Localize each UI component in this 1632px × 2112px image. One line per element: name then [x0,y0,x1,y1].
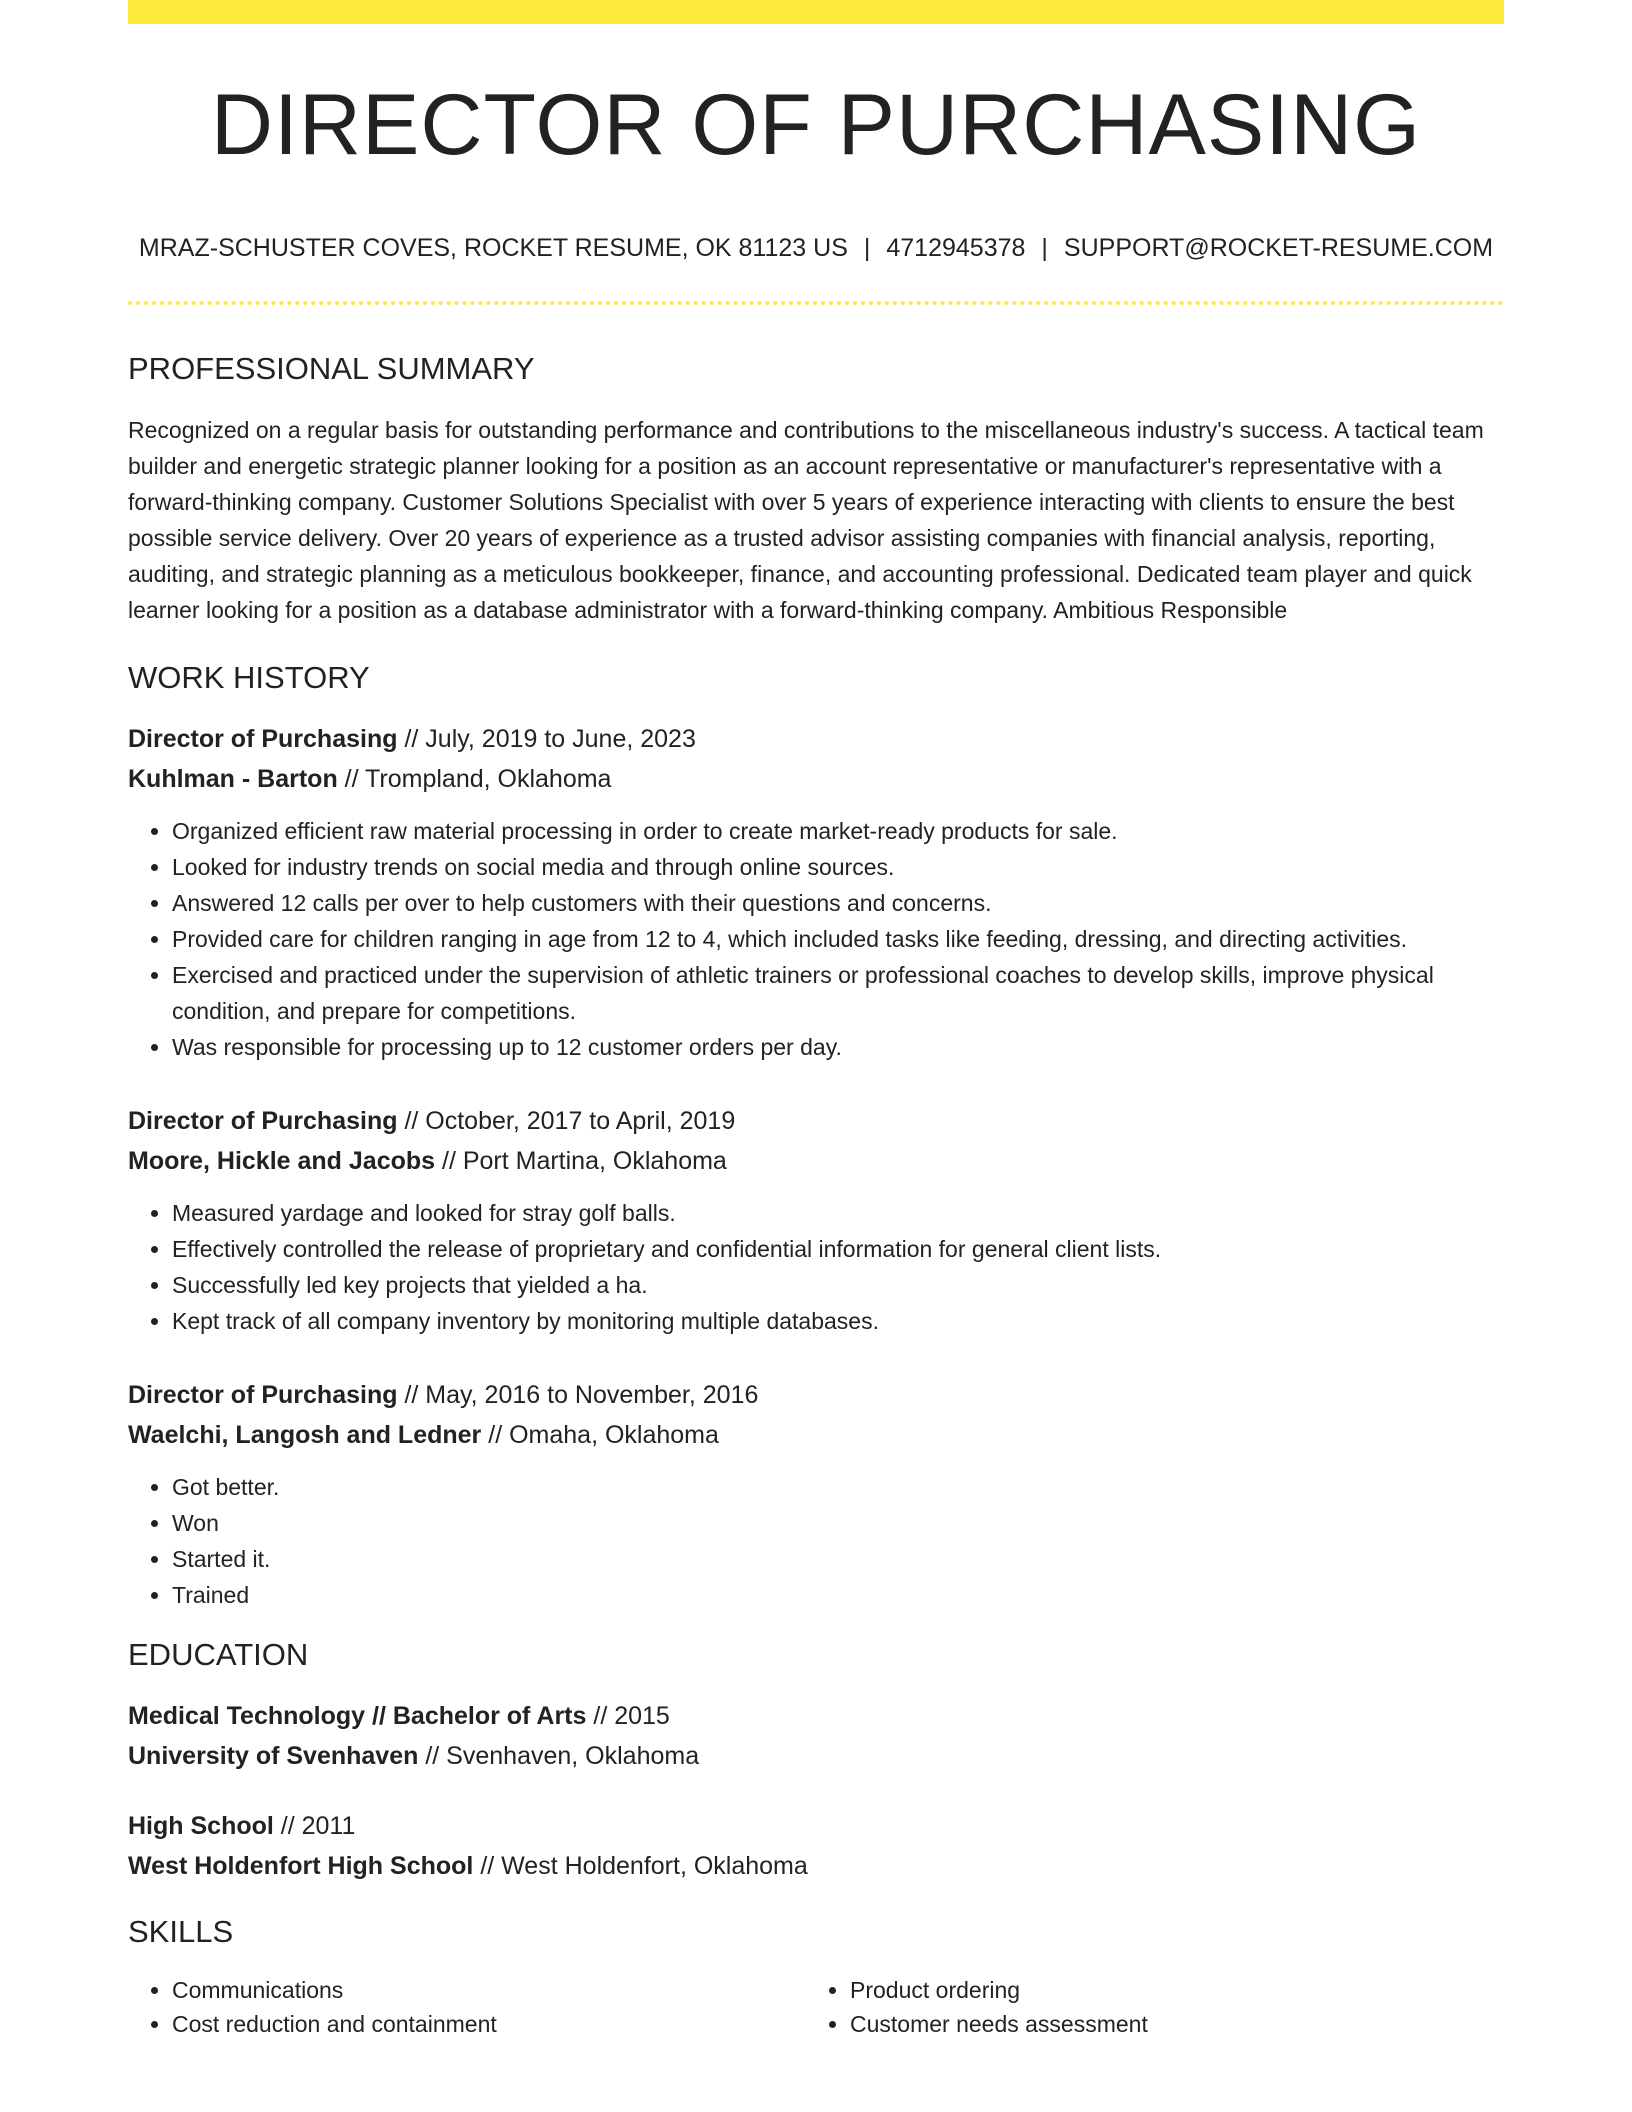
section-title-education: EDUCATION [128,1637,309,1672]
list-item: • Provided care for children ranging in age from 12 to 4, which included tasks like feeding, dressing, and directing activities. [172,921,1504,957]
education-school: West Holdenfort High School [128,1852,474,1880]
job-role: Director of Purchasing [128,1107,398,1135]
list-item: • Trained [172,1577,1504,1613]
list-item: • Was responsible for processing up to 12 customer orders per day. [172,1029,1504,1065]
job-entry [128,1375,1504,1613]
accent-top-bar [128,0,1504,24]
list-item: • Won [172,1505,1504,1541]
contact-line [128,236,1504,261]
skill-item: • Product ordering [850,1973,1484,2007]
skills-column-right [806,1973,1484,2041]
list-item: • Effectively controlled the release of proprietary and confidential information for general client lists. [172,1231,1504,1267]
education-degree: High School [128,1812,274,1840]
contact-email[interactable]: SUPPORT@ROCKET-RESUME.COM [1063,234,1494,262]
list-item: • Measured yardage and looked for stray golf balls. [172,1195,1504,1231]
job-dates: // October, 2017 to April, 2019 [404,1107,736,1135]
job-company-line [128,1415,1504,1455]
list-item: • Started it. [172,1541,1504,1577]
job-title-line [128,1101,1504,1141]
job-bullets [128,1469,1504,1613]
skill-item: • Customer needs assessment [850,2007,1484,2041]
list-item: • Exercised and practiced under the supervision of athletic trainers or professional coaches to develop skills, improve physical condition, and prepare for competitions. [172,957,1504,1029]
education-degree-line [128,1696,1504,1736]
education-year: // 2015 [593,1702,670,1730]
job-entry [128,719,1504,1065]
education-school-line [128,1846,1504,1886]
skill-item: • Cost reduction and containment [172,2007,806,2041]
education-location: // West Holdenfort, Oklahoma [480,1852,808,1880]
skills-column-left [128,1973,806,2041]
education-degree-line [128,1806,1504,1846]
education-entry [128,1806,1504,1886]
education-entry [128,1696,1504,1776]
contact-phone[interactable]: 4712945378 [886,234,1026,262]
job-title-line [128,719,1504,759]
skills-grid [128,1973,1504,2041]
list-item: • Kept track of all company inventory by monitoring multiple databases. [172,1303,1504,1339]
job-title-line [128,1375,1504,1415]
job-role: Director of Purchasing [128,1381,398,1409]
job-bullets [128,1195,1504,1339]
job-company: Kuhlman - Barton [128,765,338,793]
job-role: Director of Purchasing [128,725,398,753]
list-item: • Looked for industry trends on social media and through online sources. [172,849,1504,885]
job-location: // Port Martina, Oklahoma [442,1147,727,1175]
job-location: // Trompland, Oklahoma [344,765,612,793]
resume-name-title: DIRECTOR OF PURCHASING [210,77,1422,173]
list-item: • Got better. [172,1469,1504,1505]
job-location: // Omaha, Oklahoma [488,1421,719,1449]
job-company-line [128,1141,1504,1181]
contact-address: MRAZ-SCHUSTER COVES, ROCKET RESUME, OK 81123 US [138,234,848,262]
job-dates: // May, 2016 to November, 2016 [404,1381,759,1409]
job-company: Waelchi, Langosh and Ledner [128,1421,482,1449]
list-item: • Organized efficient raw material processing in order to create market-ready products for sale. [172,813,1504,849]
education-degree: Medical Technology // Bachelor of Arts [128,1702,587,1730]
job-company-line [128,759,1504,799]
contact-separator: | [1041,234,1048,262]
contact-separator: | [863,234,871,262]
job-company: Moore, Hickle and Jacobs [128,1147,436,1175]
education-location: // Svenhaven, Oklahoma [425,1742,700,1770]
job-entry [128,1101,1504,1339]
list-item: • Answered 12 calls per over to help customers with their questions and concerns. [172,885,1504,921]
education-school-line [128,1736,1504,1776]
section-title-summary: PROFESSIONAL SUMMARY [128,351,535,386]
section-title-skills: SKILLS [128,1914,234,1949]
summary-text: Recognized on a regular basis for outstanding performance and contributions to the miscellaneous industry's success. A tactical team builder and energetic strategic planner looking for a position as an account representative or manufacturer's representative with a forward-thinking company. Customer Solutions Specialist with over 5 years of experience interacting with clients to ensure the best possible service delivery. Over 20 years of experience as a trusted advisor assisting companies with financial analysis, reporting, auditing, and strategic planning as a meticulous bookkeeper, finance, and accounting professional. Dedicated team player and quick learner looking for a position as a database administrator with a forward-thinking company. Ambitious Responsible [128,417,1484,623]
section-title-work-history: WORK HISTORY [128,660,370,695]
resume-page [128,0,1504,2041]
job-dates: // July, 2019 to June, 2023 [404,725,696,753]
list-item: • Successfully led key projects that yielded a ha. [172,1267,1504,1303]
education-school: University of Svenhaven [128,1742,419,1770]
dotted-divider [128,301,1504,305]
job-bullets [128,813,1504,1065]
education-year: // 2011 [280,1812,356,1840]
skill-item: • Communications [172,1973,806,2007]
